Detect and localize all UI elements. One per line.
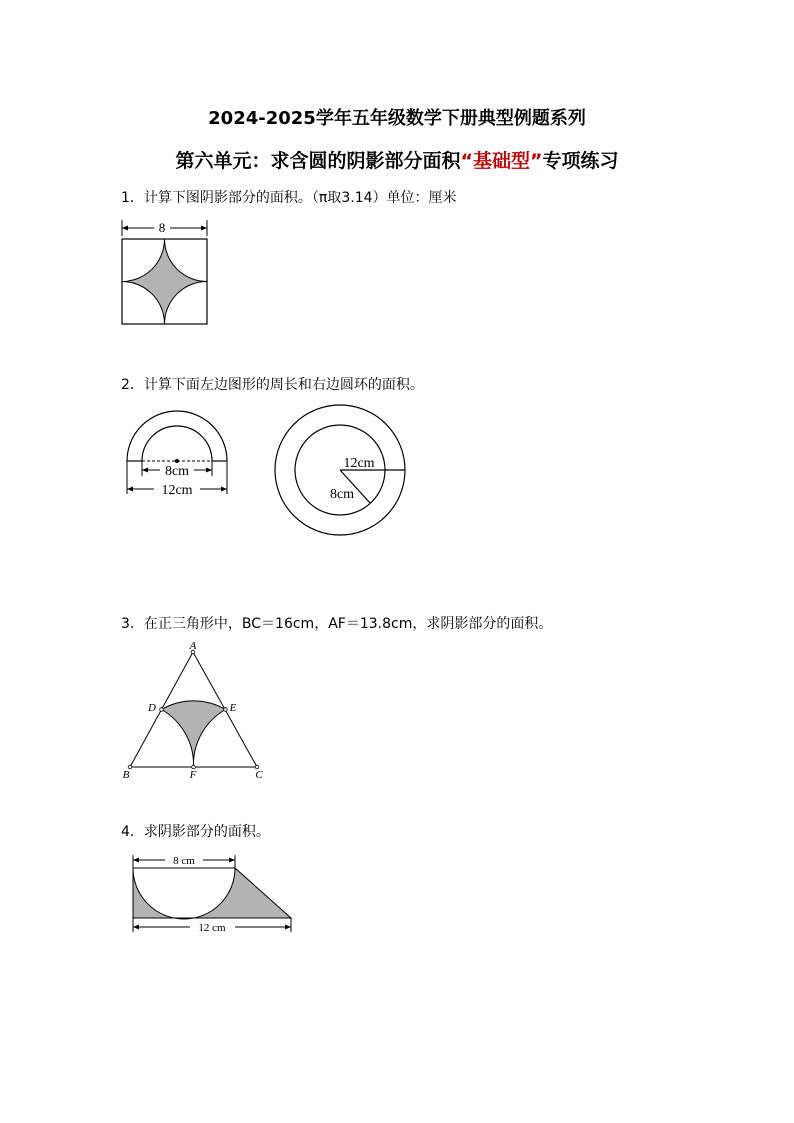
subtitle-highlight: “基础型”	[460, 150, 543, 172]
subtitle-prefix: 第六单元：求含圆的阴影部分面积	[175, 150, 461, 172]
fig3-label-c: C	[255, 769, 263, 781]
page-title: 2024-2025学年五年级数学下册典型例题系列	[208, 108, 586, 129]
fig1-dimension	[122, 220, 207, 236]
question-4-text: 4．求阴影部分的面积。	[121, 824, 270, 840]
fig4-bottom-label: 12 cm	[198, 922, 226, 934]
fig2-ring-inner-label: 8cm	[329, 487, 355, 502]
fig1-width-label: 8	[158, 220, 166, 235]
fig2-semicircle-ring	[127, 411, 227, 498]
question-2-text: 2．计算下面左边图形的周长和右边圆环的面积。	[121, 377, 424, 393]
fig2-annulus	[275, 405, 405, 535]
fig1-shaded-region	[122, 239, 207, 324]
fig3-equilateral-triangle	[123, 640, 264, 781]
fig3-label-e: E	[229, 702, 237, 714]
fig3-label-b: B	[122, 769, 130, 781]
fig4-shaded-region	[133, 868, 291, 919]
fig3-shaded-region	[162, 701, 226, 767]
question-1-text: 1．计算下图阴影部分的面积。（π取3.14）单位：厘米	[121, 190, 457, 206]
subtitle-suffix: 专项练习	[542, 150, 619, 172]
fig4-top-label: 8 cm	[173, 855, 195, 867]
fig3-label-f: F	[189, 769, 197, 781]
fig2-ring-outer-label: 12cm	[343, 456, 375, 471]
fig3-label-d: D	[148, 702, 156, 714]
fig2-inner-label: 8cm	[164, 464, 190, 479]
fig3-label-a: A	[189, 640, 197, 652]
fig4-trapezoid-semicircle	[133, 855, 291, 934]
fig2-outer-label: 12cm	[161, 483, 193, 498]
question-3-text: 3．在正三角形中，BC＝16cm，AF＝13.8cm，求阴影部分的面积。	[121, 616, 553, 632]
